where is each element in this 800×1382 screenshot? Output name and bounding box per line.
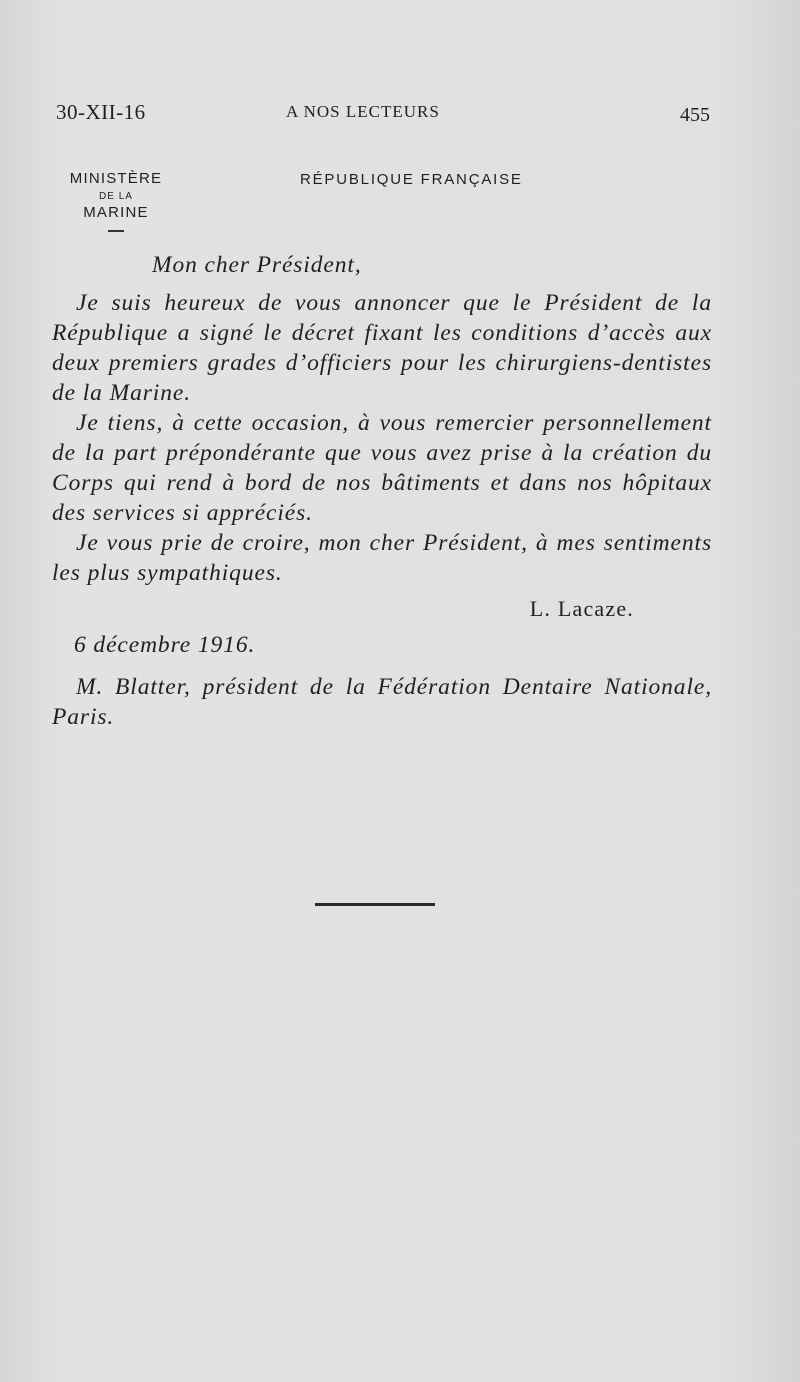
running-head [56, 100, 710, 130]
recipient: M. Blatter, président de la Fédération Dentaire Nationale, Paris. [52, 674, 712, 730]
section-title: A NOS LECTEURS [286, 102, 440, 121]
ministry-line-3: MARINE [83, 204, 149, 221]
paragraph-2: Je tiens, à cette occasion, à vous remercier personnellement de la part prépondérante que vous avez prise à la création du Corps qui rend à bord de nos bâtiments et dans nos hôpitaux des services si appréciés. [52, 410, 712, 526]
salutation: Mon cher Président, [152, 252, 362, 278]
paragraph-3: Je vous prie de croire, mon cher Président, à mes sentiments les plus sympathiques. [52, 530, 712, 586]
issue-date: 30-XII-16 [56, 100, 146, 124]
letter-body [52, 250, 712, 732]
ministry-line-1: MINISTÈRE [69, 170, 163, 187]
letterhead-dash [108, 230, 124, 232]
signature: L. Lacaze. [529, 596, 634, 621]
paragraph-1: Je suis heureux de vous annoncer que le Président de la République a signé le décret fixant les conditions d’accès aux deux premiers grades d’officiers pour les chirurgiens-dentistes de la Marine. [52, 290, 712, 406]
republic-heading: RÉPUBLIQUE FRANÇAISE [300, 171, 523, 188]
section-divider [315, 903, 435, 906]
ministry-letterhead [56, 170, 176, 232]
page-number: 455 [680, 104, 710, 126]
letter-date: 6 décembre 1916. [74, 632, 256, 658]
ministry-line-2: DE LA [99, 191, 133, 202]
